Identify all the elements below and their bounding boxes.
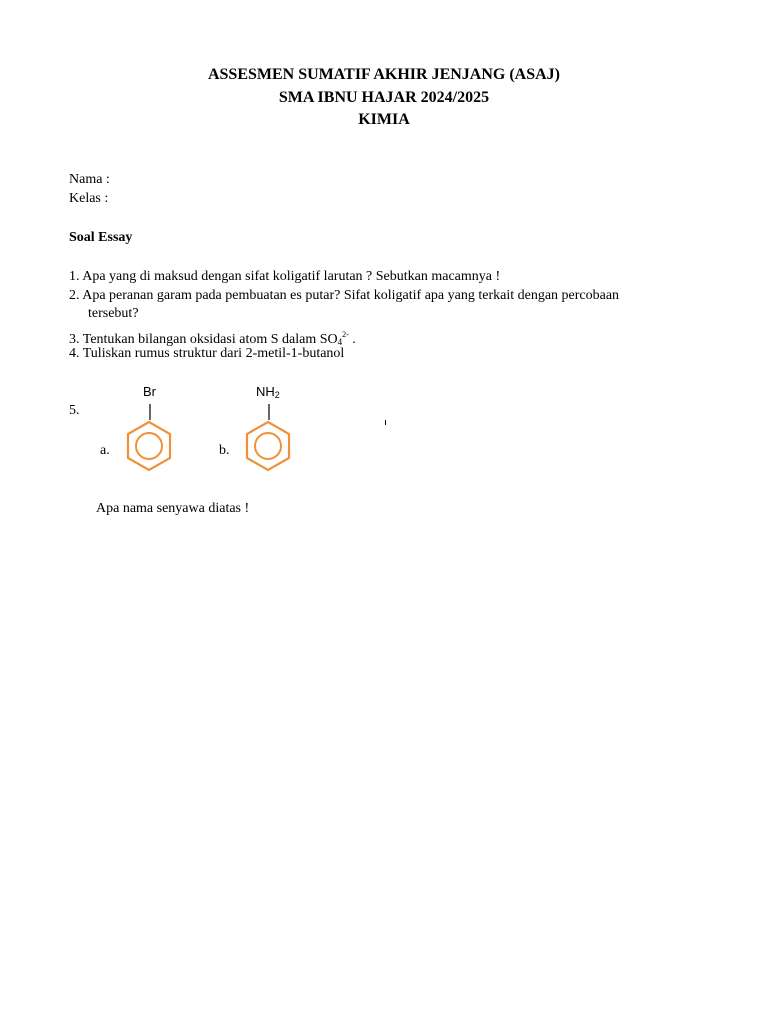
benzene-ring [128,422,170,470]
question-1: 1. Apa yang di maksud dengan sifat koligatif larutan ? Sebutkan macamnya ! [69,269,501,284]
aromatic-circle [255,433,281,459]
substituent-b-subscript: 2 [274,390,280,400]
question-2-line-2: tersebut? [88,306,139,321]
question-5-prompt: Apa nama senyawa diatas ! [96,501,250,516]
question-3-subscript: 4 [337,337,343,347]
aniline-structure [237,400,299,474]
school-name: SMA IBNU HAJAR 2024/2025 [278,89,490,106]
question-2-line-1: 2. Apa peranan garam pada pembuatan es putar? Sifat koligatif apa yang terkait dengan percobaan [69,288,620,303]
question-3-text: 3. Tentukan bilangan oksidasi atom S dalam SO [69,332,338,347]
substituent-b-main: NH [256,384,275,399]
exam-title: ASSESMEN SUMATIF AKHIR JENJANG (ASAJ) [207,66,561,83]
benzene-ring [247,422,289,470]
question-3-superscript: 2- [342,330,349,339]
option-a-label: a. [100,443,110,458]
section-title: Soal Essay [69,230,133,245]
class-label: Kelas : [69,191,109,206]
bromobenzene-structure [118,400,180,474]
stray-mark [385,420,386,425]
subject-title: KIMIA [358,111,410,128]
substituent-a-label: Br [143,384,156,399]
name-label: Nama : [69,172,110,187]
question-3-suffix: . [348,332,356,347]
aromatic-circle [136,433,162,459]
question-4: 4. Tuliskan rumus struktur dari 2-metil-1-butanol [69,346,345,361]
option-b-label: b. [219,443,230,458]
question-5-number: 5. [69,403,80,418]
